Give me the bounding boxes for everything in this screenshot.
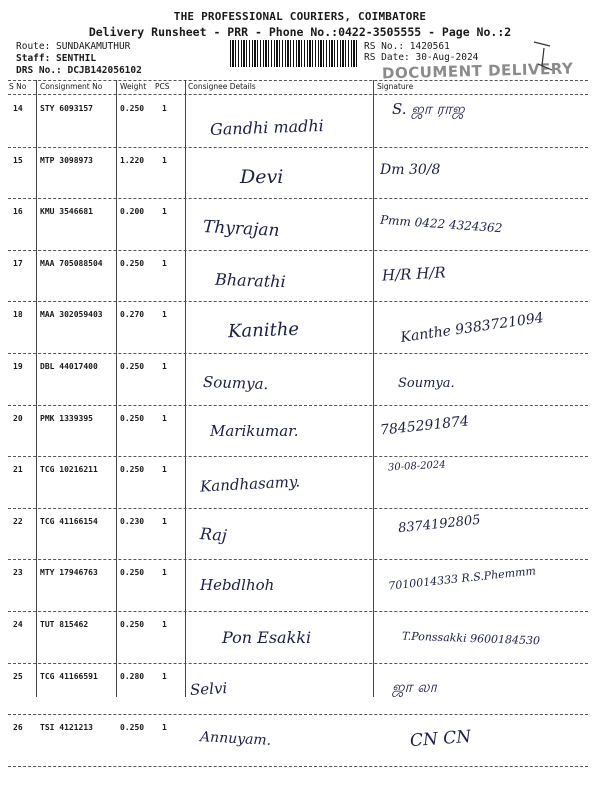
table-row xyxy=(0,406,600,457)
weight-cell: 0.250 xyxy=(120,465,145,475)
weight-cell: 0.250 xyxy=(120,723,145,733)
weight-cell: 0.280 xyxy=(120,671,145,681)
drs-number: DRS No.: DCJB142056102 xyxy=(16,65,142,76)
weight-cell: 0.250 xyxy=(120,568,145,578)
col-consignment-header: Consignment No xyxy=(40,82,103,91)
consignee-handwriting: Soumya. xyxy=(202,372,269,394)
weight-cell: 0.250 xyxy=(120,620,145,629)
pcs-cell: 1 xyxy=(162,568,167,578)
consignee-handwriting: Hebdlhoh xyxy=(200,576,275,595)
pen-mark-icon xyxy=(530,36,558,76)
signature-handwriting: Dm 30/8 xyxy=(380,161,441,178)
signature-handwriting: 7010014333 R.S.Phemmm xyxy=(387,564,537,594)
consignment-cell: TUT 815462 xyxy=(40,620,89,629)
pcs-cell: 1 xyxy=(162,104,167,113)
signature-handwriting: S. ஜா ராஜ xyxy=(392,100,465,118)
weight-cell: 1.220 xyxy=(120,155,145,165)
pcs-cell: 1 xyxy=(162,465,167,475)
sno-cell: 22 xyxy=(13,516,23,526)
table-row xyxy=(0,509,600,560)
staff-label: Staff: SENTHIL xyxy=(16,53,97,64)
signature-handwriting: CN CN xyxy=(409,727,472,752)
weight-cell: 0.250 xyxy=(120,413,145,423)
consignee-handwriting: Kanithe xyxy=(227,319,300,343)
table-row xyxy=(0,96,600,147)
pcs-cell: 1 xyxy=(162,620,167,629)
sno-cell: 18 xyxy=(13,310,23,320)
pcs-cell: 1 xyxy=(162,258,167,268)
consignee-handwriting: Kandhasamy. xyxy=(199,472,301,496)
table-row xyxy=(0,715,600,766)
consignee-handwriting: Devi xyxy=(240,165,284,188)
consignment-cell: TSI 4121213 xyxy=(40,723,93,733)
weight-cell: 0.250 xyxy=(120,362,145,371)
sno-cell: 16 xyxy=(13,207,23,217)
pcs-cell: 1 xyxy=(162,362,167,371)
consignee-handwriting: Gandhi madhi xyxy=(209,116,325,139)
consignee-handwriting: Annuyam. xyxy=(199,729,272,750)
table-row xyxy=(0,664,600,715)
table-row xyxy=(0,612,600,663)
pcs-cell: 1 xyxy=(162,207,167,217)
runsheet-title: Delivery Runsheet - PRR - Phone No.:0422-3505555 - Page No.:2 xyxy=(88,25,512,39)
weight-cell: 0.230 xyxy=(120,516,145,526)
consignee-handwriting: Bharathi xyxy=(214,269,286,292)
table-row xyxy=(0,302,600,353)
consignment-cell: DBL 44017400 xyxy=(40,362,98,371)
col-weight-header: Weight xyxy=(120,82,147,91)
consignment-cell: PMK 1339395 xyxy=(40,413,93,423)
table-row xyxy=(0,560,600,611)
pcs-cell: 1 xyxy=(162,516,167,526)
table-row xyxy=(0,251,600,302)
consignee-handwriting: Thyrajan xyxy=(202,217,280,242)
consignment-cell: KMU 3546681 xyxy=(40,207,93,217)
sno-cell: 19 xyxy=(13,362,23,371)
signature-handwriting: ஜா லா xyxy=(392,677,438,696)
col-sno-header: S No xyxy=(9,82,27,91)
signature-handwriting: 30-08-2024 xyxy=(387,459,446,474)
consignment-cell: TCG 10216211 xyxy=(40,465,98,475)
weight-cell: 0.200 xyxy=(120,207,145,217)
col-consignee-header: Consignee Details xyxy=(188,82,256,91)
signature-handwriting: Pmm 0422 4324362 xyxy=(379,212,503,236)
consignee-handwriting: Raj xyxy=(199,523,228,545)
rs-date: RS Date: 30-Aug-2024 xyxy=(364,52,479,63)
pcs-cell: 1 xyxy=(162,413,167,423)
pcs-cell: 1 xyxy=(162,671,167,681)
consignment-cell: MTY 17946763 xyxy=(40,568,98,578)
pcs-cell: 1 xyxy=(162,723,167,733)
sno-cell: 26 xyxy=(13,723,23,733)
consignment-cell: MAA 705088504 xyxy=(40,258,103,268)
row-divider xyxy=(8,766,588,767)
document-delivery-stamp: DOCUMENT DELIVERY xyxy=(381,59,574,83)
consignment-cell: STY 6093157 xyxy=(40,104,93,113)
consignment-cell: TCG 41166591 xyxy=(40,671,98,681)
consignment-cell: TCG 41166154 xyxy=(40,516,98,526)
consignment-cell: MAA 302059403 xyxy=(40,310,103,320)
col-pcs-header: PCS xyxy=(155,82,170,91)
weight-cell: 0.270 xyxy=(120,310,145,320)
rs-number: RS No.: 1420561 xyxy=(364,41,450,52)
signature-handwriting: 8374192805 xyxy=(397,512,482,537)
sno-cell: 25 xyxy=(13,671,23,681)
table-row xyxy=(0,148,600,199)
header-bottom-rule xyxy=(8,94,588,95)
consignee-handwriting: Pon Esakki xyxy=(222,628,312,647)
company-title: THE PROFESSIONAL COURIERS, COIMBATORE xyxy=(173,10,427,23)
signature-handwriting: H/R H/R xyxy=(381,263,447,285)
barcode xyxy=(230,40,358,67)
signature-handwriting: Kanthe 9383721094 xyxy=(399,310,545,347)
sno-cell: 14 xyxy=(13,104,23,113)
sno-cell: 21 xyxy=(13,465,23,475)
consignee-handwriting: Marikumar. xyxy=(210,421,299,440)
sno-cell: 17 xyxy=(13,258,23,268)
consignment-cell: MTP 3098973 xyxy=(40,155,93,165)
route-label: Route: SUNDAKAMUTHUR xyxy=(16,41,131,52)
header-top-rule xyxy=(8,80,588,81)
signature-handwriting: T.Ponssakki 9600184530 xyxy=(401,629,541,648)
weight-cell: 0.250 xyxy=(120,258,145,268)
consignee-handwriting: Selvi xyxy=(189,678,228,699)
table-row xyxy=(0,457,600,508)
weight-cell: 0.250 xyxy=(120,104,145,113)
signature-handwriting: 7845291874 xyxy=(379,412,470,439)
sno-cell: 23 xyxy=(13,568,23,578)
pcs-cell: 1 xyxy=(162,310,167,320)
signature-handwriting: Soumya. xyxy=(398,376,455,391)
sno-cell: 15 xyxy=(13,155,23,165)
pcs-cell: 1 xyxy=(162,155,167,165)
table-row xyxy=(0,354,600,405)
sno-cell: 24 xyxy=(13,620,23,629)
table-row xyxy=(0,199,600,250)
sno-cell: 20 xyxy=(13,413,23,423)
col-signature-header: Signature xyxy=(377,82,414,91)
